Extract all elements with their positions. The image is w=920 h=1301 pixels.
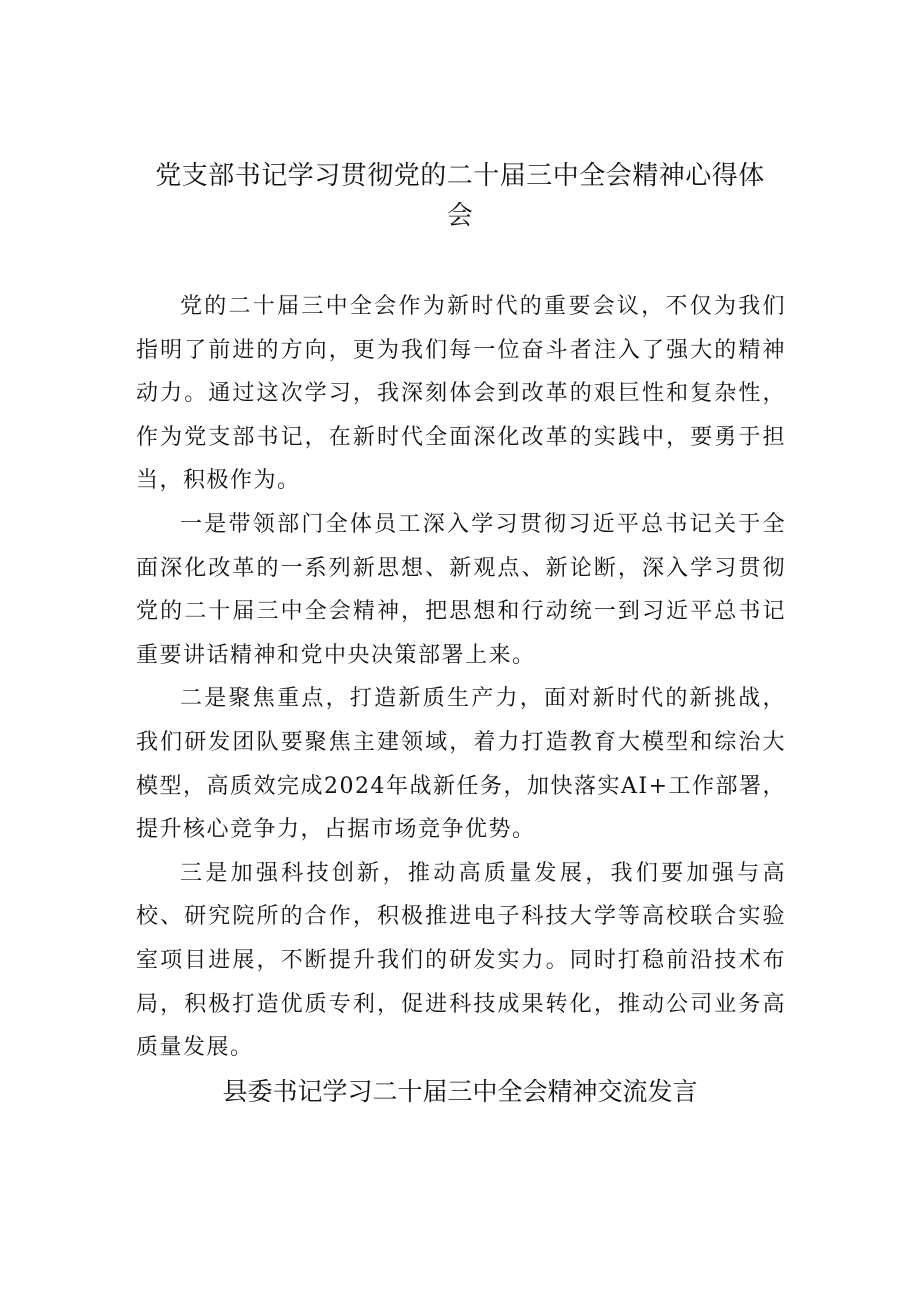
- paragraph-point-two: 二是聚焦重点，打造新质生产力，面对新时代的新挑战，我们研发团队要聚焦主建领域，着力打造教育大模型和综治大模型，高质效完成2024年战新任务，加快落实AI+工作部署，提升核心竞争力，占据市场竞争优势。: [136, 686, 787, 843]
- document-title: 党支部书记学习贯彻党的二十届三中全会精神心得体会: [155, 161, 765, 231]
- next-document-title: 县委书记学习二十届三中全会精神交流发言: [222, 1077, 698, 1106]
- paragraph-point-one: 一是带领部门全体员工深入学习贯彻习近平总书记关于全面深化改革的一系列新思想、新观点、新论断，深入学习贯彻党的二十届三中全会精神，把思想和行动统一到习近平总书记重要讲话精神和党中央决策部署上来。: [136, 511, 786, 668]
- document-body: [136, 285, 786, 1070]
- paragraph-point-three: 三是加强科技创新，推动高质量发展，我们要加强与高校、研究院所的合作，积极推进电子科技大学等高校联合实验室项目进展，不断提升我们的研发实力。同时打稳前沿技术布局，积极打造优质专利，促进科技成果转化，推动公司业务高质量发展。: [136, 860, 786, 1061]
- paragraph-intro: 党的二十届三中全会作为新时代的重要会议，不仅为我们指明了前进的方向，更为我们每一位奋斗者注入了强大的精神动力。通过这次学习，我深刻体会到改革的艰巨性和复杂性，作为党支部书记，在新时代全面深化改革的实践中，要勇于担当，积极作为。: [136, 294, 786, 494]
